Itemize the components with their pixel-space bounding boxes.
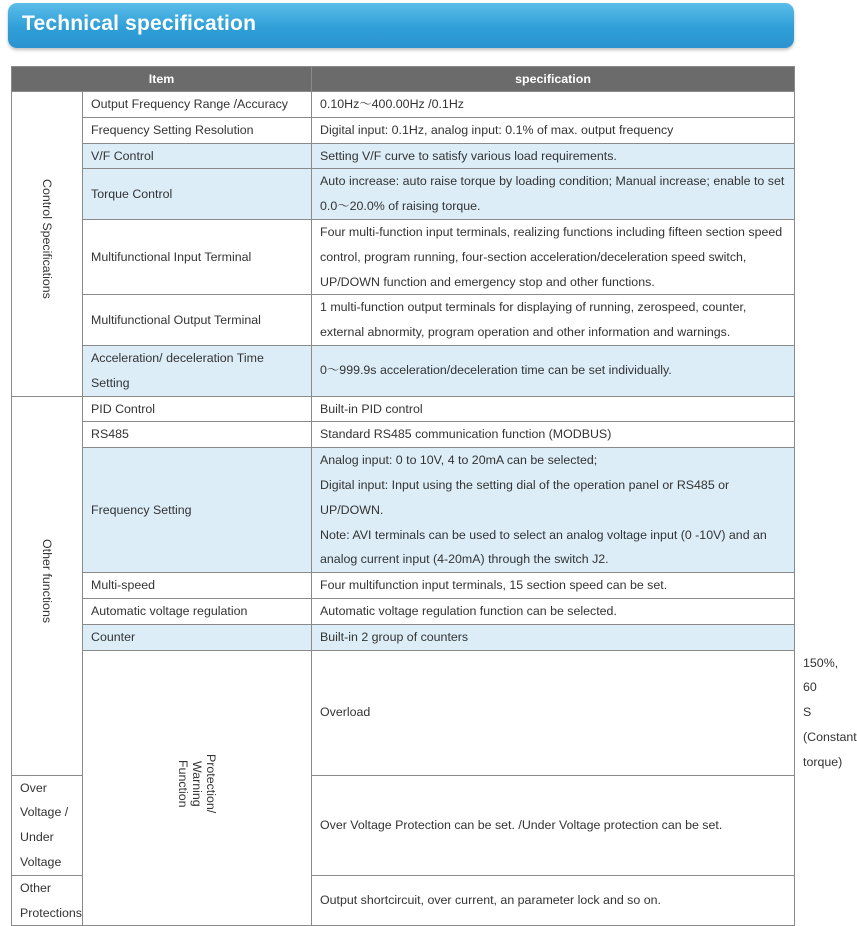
- header-specification: specification: [312, 67, 795, 92]
- item-cell: Multi-speed: [83, 573, 312, 599]
- spec-cell: Auto increase: auto raise torque by loading condition; Manual increase; enable to set 0.0〜20.0% of raising torque.: [312, 169, 795, 220]
- item-cell: Acceleration/ deceleration Time Setting: [83, 345, 312, 396]
- table-row: [12, 117, 795, 143]
- spec-cell: 0〜999.9s acceleration/deceleration time can be set individually.: [312, 345, 795, 396]
- page-title: Technical specification: [22, 12, 257, 35]
- table-row: [12, 573, 795, 599]
- item-cell: Over Voltage / Under Voltage: [12, 775, 83, 875]
- header-item: Item: [12, 67, 312, 92]
- table-row: [12, 345, 795, 396]
- item-cell: Torque Control: [83, 169, 312, 220]
- title-banner: [8, 3, 794, 48]
- table-row: [12, 169, 795, 220]
- spec-cell: 1 multi-function output terminals for displaying of running, zerospeed, counter, external abnormity, program operation and other information and warnings.: [312, 295, 795, 346]
- item-cell: RS485: [83, 422, 312, 448]
- table-row: [12, 624, 795, 650]
- spec-cell: Built-in PID control: [312, 396, 795, 422]
- item-cell: Output Frequency Range /Accuracy: [83, 92, 312, 118]
- table-row: [12, 295, 795, 346]
- spec-cell: Four multi-function input terminals, realizing functions including fifteen section speed control, program running, four-section acceleration/deceleration speed switch, UP/DOWN function and emergency stop and other functions.: [312, 219, 795, 294]
- table-row: Protection/ Warning Function Overload 150%, 60 S (Constant torque): [12, 650, 795, 775]
- spec-table: [11, 66, 857, 926]
- item-cell: Multifunctional Input Terminal: [83, 219, 312, 294]
- table-row: [12, 92, 795, 118]
- spec-cell: Digital input: 0.1Hz, analog input: 0.1% of max. output frequency: [312, 117, 795, 143]
- spec-line: Analog input: 0 to 10V, 4 to 20mA can be selected;: [320, 453, 598, 468]
- table-row: [12, 396, 795, 422]
- table-header-row: [12, 67, 795, 92]
- item-cell: Counter: [83, 624, 312, 650]
- table-row: [12, 598, 795, 624]
- group-protection-warning-function: Protection/ Warning Function: [83, 650, 312, 926]
- item-cell: Frequency Setting: [83, 448, 312, 573]
- item-cell: Automatic voltage regulation: [83, 598, 312, 624]
- spec-cell: Setting V/F curve to satisfy various load requirements.: [312, 143, 795, 169]
- item-cell: Frequency Setting Resolution: [83, 117, 312, 143]
- spec-cell: Output shortcircuit, over current, an parameter lock and so on.: [312, 875, 795, 926]
- table-row: [12, 448, 795, 573]
- group-other-functions: Other functions: [12, 396, 83, 775]
- group-control-specifications: Control Specifications: [12, 92, 83, 397]
- spec-line: Note: AVI terminals can be used to select an analog voltage input (0 -10V) and an analog current input (4-20mA) through the switch J2.: [320, 527, 767, 567]
- spec-cell: 0.10Hz〜400.00Hz /0.1Hz: [312, 92, 795, 118]
- item-cell: Multifunctional Output Terminal: [83, 295, 312, 346]
- table-row: [12, 422, 795, 448]
- item-cell: PID Control: [83, 396, 312, 422]
- spec-cell: Automatic voltage regulation function can be selected.: [312, 598, 795, 624]
- spec-cell: Standard RS485 communication function (MODBUS): [312, 422, 795, 448]
- item-cell: V/F Control: [83, 143, 312, 169]
- item-cell: Other Protections: [12, 875, 83, 926]
- spec-cell: [312, 448, 795, 573]
- spec-cell: Built-in 2 group of counters: [312, 624, 795, 650]
- spec-cell: Four multifunction input terminals, 15 section speed can be set.: [312, 573, 795, 599]
- spec-cell: Over Voltage Protection can be set. /Under Voltage protection can be set.: [312, 775, 795, 875]
- table-row: [12, 143, 795, 169]
- table-row: [12, 219, 795, 294]
- item-cell: Overload: [312, 650, 795, 775]
- spec-line: Digital input: Input using the setting dial of the operation panel or RS485 or UP/DOWN.: [320, 477, 730, 517]
